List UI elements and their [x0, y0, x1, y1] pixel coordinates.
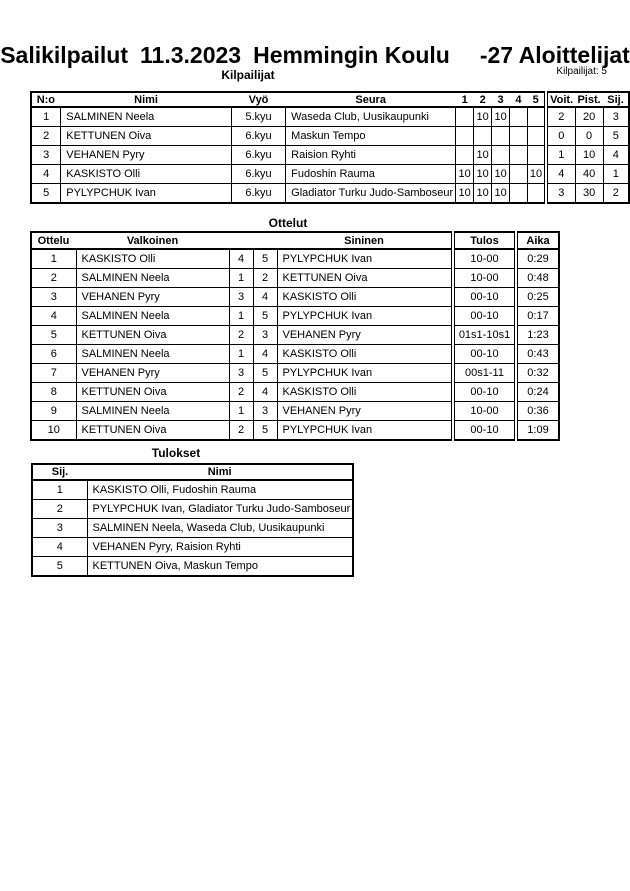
round-4-score	[510, 184, 528, 204]
round-1-score	[456, 127, 474, 146]
competitor-row	[31, 165, 629, 184]
title-category: -27 Aloittelijat	[479, 42, 630, 68]
competitor-points: 10	[575, 146, 603, 165]
match-number: 3	[31, 288, 76, 307]
round-4-score	[510, 127, 528, 146]
competitor-name: SALMINEN Neela	[61, 107, 232, 127]
col-header-number: N:o	[31, 92, 61, 107]
match-result: 01s1-10s1	[453, 326, 516, 345]
competitor-number: 2	[31, 127, 61, 146]
col-header-wins: Voit.	[546, 92, 575, 107]
white-competitor-number: 2	[229, 421, 253, 441]
match-row	[31, 307, 559, 326]
blue-competitor-name: KASKISTO Olli	[277, 288, 453, 307]
competitor-wins: 0	[546, 127, 575, 146]
col-header-round-3: 3	[492, 92, 510, 107]
round-5-score	[527, 146, 546, 165]
white-competitor-name: VEHANEN Pyry	[76, 288, 229, 307]
blue-competitor-number: 3	[253, 402, 277, 421]
competitor-points: 30	[575, 184, 603, 204]
white-competitor-name: KASKISTO Olli	[76, 249, 229, 269]
col-header-points: Pist.	[575, 92, 603, 107]
competitor-wins: 1	[546, 146, 575, 165]
col-header-club: Seura	[286, 92, 456, 107]
match-time: 0:32	[516, 364, 559, 383]
result-row	[32, 480, 353, 500]
competitor-club	[286, 184, 456, 204]
match-row	[31, 269, 559, 288]
result-place: 2	[32, 500, 87, 519]
result-row	[32, 519, 353, 538]
match-time: 1:23	[516, 326, 559, 345]
competitor-name: VEHANEN Pyry	[61, 146, 232, 165]
round-1-score: 10	[456, 165, 474, 184]
result-name-text: SALMINEN Neela, Waseda Club, Uusikaupunki	[92, 522, 325, 534]
competitor-wins: 2	[546, 107, 575, 127]
white-competitor-number: 3	[229, 288, 253, 307]
col-header-round-5: 5	[527, 92, 546, 107]
page-title	[0, 42, 630, 69]
white-competitor-name: SALMINEN Neela	[76, 269, 229, 288]
competitor-row	[31, 146, 629, 165]
col-header-result: Tulos	[453, 232, 516, 249]
competitor-club-text: Maskun Tempo	[291, 130, 366, 142]
white-competitor-name: SALMINEN Neela	[76, 345, 229, 364]
blue-competitor-name: PYLYPCHUK Ivan	[277, 249, 453, 269]
blue-competitor-number: 5	[253, 364, 277, 383]
match-result: 10-00	[453, 402, 516, 421]
white-competitor-name: KETTUNEN Oiva	[76, 383, 229, 402]
white-competitor-number: 1	[229, 269, 253, 288]
competitor-place: 1	[603, 165, 629, 184]
competitor-count-label: Kilpailijat: 5	[556, 66, 607, 77]
match-number: 8	[31, 383, 76, 402]
match-result: 00-10	[453, 383, 516, 402]
match-result: 10-00	[453, 249, 516, 269]
match-number: 7	[31, 364, 76, 383]
blue-competitor-number: 4	[253, 383, 277, 402]
match-result: 00s1-11	[453, 364, 516, 383]
matches-grid	[30, 231, 560, 441]
round-1-score	[456, 146, 474, 165]
section-title-competitors: Kilpailijat	[221, 68, 275, 82]
blue-competitor-number: 5	[253, 249, 277, 269]
col-header-blue-number	[253, 232, 277, 249]
competitors-header-row	[31, 92, 629, 107]
col-header-white-number	[229, 232, 253, 249]
col-header-match-number: Ottelu	[31, 232, 76, 249]
result-row	[32, 538, 353, 557]
match-number: 4	[31, 307, 76, 326]
match-row	[31, 249, 559, 269]
result-name	[87, 519, 353, 538]
section-title-matches: Ottelut	[268, 216, 308, 230]
round-3-score: 10	[492, 165, 510, 184]
competitor-belt: 6.kyu	[231, 127, 285, 146]
blue-competitor-number: 3	[253, 326, 277, 345]
result-name-text: KETTUNEN Oiva, Maskun Tempo	[92, 560, 258, 572]
competitor-points: 40	[575, 165, 603, 184]
results-header-row	[32, 464, 353, 480]
round-5-score	[527, 184, 546, 204]
col-header-round-4: 4	[510, 92, 528, 107]
match-time: 0:48	[516, 269, 559, 288]
col-header-round-2: 2	[474, 92, 492, 107]
competitor-club-text: Raision Ryhti	[291, 149, 356, 161]
result-name-text: KASKISTO Olli, Fudoshin Rauma	[92, 484, 257, 496]
result-name	[87, 557, 353, 577]
blue-competitor-number: 5	[253, 307, 277, 326]
white-competitor-name: KETTUNEN Oiva	[76, 326, 229, 345]
round-2-score	[474, 127, 492, 146]
competitor-club	[286, 107, 456, 127]
competitor-belt: 6.kyu	[231, 146, 285, 165]
col-header-name: Nimi	[61, 92, 232, 107]
round-4-score	[510, 146, 528, 165]
result-row	[32, 500, 353, 519]
blue-competitor-name: PYLYPCHUK Ivan	[277, 307, 453, 326]
competitor-name: KASKISTO Olli	[61, 165, 232, 184]
competitor-row	[31, 127, 629, 146]
competitor-number: 3	[31, 146, 61, 165]
match-row	[31, 345, 559, 364]
white-competitor-name: VEHANEN Pyry	[76, 364, 229, 383]
blue-competitor-name: PYLYPCHUK Ivan	[277, 364, 453, 383]
white-competitor-name: SALMINEN Neela	[76, 402, 229, 421]
result-name	[87, 480, 353, 500]
match-result: 10-00	[453, 269, 516, 288]
competitor-place: 4	[603, 146, 629, 165]
round-1-score: 10	[456, 184, 474, 204]
white-competitor-number: 1	[229, 307, 253, 326]
competitor-belt: 6.kyu	[231, 165, 285, 184]
blue-competitor-name: KETTUNEN Oiva	[277, 269, 453, 288]
result-name	[87, 538, 353, 557]
match-row	[31, 402, 559, 421]
blue-competitor-name: KASKISTO Olli	[277, 345, 453, 364]
blue-competitor-number: 4	[253, 345, 277, 364]
round-2-score: 10	[474, 184, 492, 204]
blue-competitor-name: VEHANEN Pyry	[277, 402, 453, 421]
competitors-table	[30, 91, 630, 204]
match-number: 6	[31, 345, 76, 364]
result-name	[87, 500, 353, 519]
result-name-text: VEHANEN Pyry, Raision Ryhti	[92, 541, 241, 553]
match-row	[31, 326, 559, 345]
round-2-score: 10	[474, 107, 492, 127]
blue-competitor-number: 5	[253, 421, 277, 441]
col-header-name: Nimi	[87, 464, 353, 480]
round-2-score: 10	[474, 146, 492, 165]
blue-competitor-number: 2	[253, 269, 277, 288]
match-time: 0:29	[516, 249, 559, 269]
competitor-place: 2	[603, 184, 629, 204]
round-5-score	[527, 107, 546, 127]
round-2-score: 10	[474, 165, 492, 184]
competitor-club-text: Fudoshin Rauma	[291, 168, 375, 180]
match-number: 9	[31, 402, 76, 421]
blue-competitor-name: VEHANEN Pyry	[277, 326, 453, 345]
match-number: 10	[31, 421, 76, 441]
match-row	[31, 383, 559, 402]
competitor-club	[286, 165, 456, 184]
match-time: 0:24	[516, 383, 559, 402]
result-place: 1	[32, 480, 87, 500]
round-1-score	[456, 107, 474, 127]
col-header-place: Sij.	[603, 92, 629, 107]
result-place: 5	[32, 557, 87, 577]
competitor-wins: 4	[546, 165, 575, 184]
competitor-number: 5	[31, 184, 61, 204]
round-3-score: 10	[492, 107, 510, 127]
match-result: 00-10	[453, 421, 516, 441]
col-header-belt: Vyö	[231, 92, 285, 107]
competitor-number: 1	[31, 107, 61, 127]
match-number: 2	[31, 269, 76, 288]
competitor-belt: 6.kyu	[231, 184, 285, 204]
col-header-white: Valkoinen	[76, 232, 229, 249]
match-time: 0:36	[516, 402, 559, 421]
white-competitor-name: KETTUNEN Oiva	[76, 421, 229, 441]
blue-competitor-name: KASKISTO Olli	[277, 383, 453, 402]
competitor-points: 20	[575, 107, 603, 127]
results-table	[31, 463, 354, 577]
competitor-name: PYLYPCHUK Ivan	[61, 184, 232, 204]
white-competitor-name: SALMINEN Neela	[76, 307, 229, 326]
results-grid	[31, 463, 354, 577]
match-result: 00-10	[453, 345, 516, 364]
match-number: 5	[31, 326, 76, 345]
col-header-round-1: 1	[456, 92, 474, 107]
white-competitor-number: 4	[229, 249, 253, 269]
match-result: 00-10	[453, 307, 516, 326]
title-date: 11.3.2023	[140, 42, 242, 68]
competitors-grid	[30, 91, 630, 204]
col-header-blue: Sininen	[277, 232, 453, 249]
result-place: 3	[32, 519, 87, 538]
competitor-row	[31, 107, 629, 127]
match-time: 0:43	[516, 345, 559, 364]
round-4-score	[510, 107, 528, 127]
white-competitor-number: 1	[229, 345, 253, 364]
competitor-club	[286, 146, 456, 165]
match-row	[31, 421, 559, 441]
competitor-points: 0	[575, 127, 603, 146]
matches-table	[30, 231, 560, 441]
competitor-club-text: Waseda Club, Uusikaupunki	[291, 111, 429, 123]
white-competitor-number: 2	[229, 326, 253, 345]
match-row	[31, 364, 559, 383]
blue-competitor-number: 4	[253, 288, 277, 307]
round-3-score	[492, 146, 510, 165]
competitor-club-text: Gladiator Turku Judo-Samboseur	[291, 187, 454, 199]
round-4-score	[510, 165, 528, 184]
competitor-place: 5	[603, 127, 629, 146]
white-competitor-number: 1	[229, 402, 253, 421]
competitor-place: 3	[603, 107, 629, 127]
competitor-wins: 3	[546, 184, 575, 204]
competitor-name: KETTUNEN Oiva	[61, 127, 232, 146]
match-time: 0:17	[516, 307, 559, 326]
competitor-number: 4	[31, 165, 61, 184]
round-3-score	[492, 127, 510, 146]
round-5-score: 10	[527, 165, 546, 184]
result-place: 4	[32, 538, 87, 557]
competitor-row	[31, 184, 629, 204]
title-event: Salikilpailut	[0, 42, 129, 68]
result-row	[32, 557, 353, 577]
matches-header-row	[31, 232, 559, 249]
white-competitor-number: 2	[229, 383, 253, 402]
competitor-belt: 5.kyu	[231, 107, 285, 127]
white-competitor-number: 3	[229, 364, 253, 383]
section-title-results: Tulokset	[151, 446, 201, 460]
match-time: 1:09	[516, 421, 559, 441]
title-venue: Hemmingin Koulu	[253, 42, 450, 68]
competitor-club	[286, 127, 456, 146]
round-5-score	[527, 127, 546, 146]
match-number: 1	[31, 249, 76, 269]
match-row	[31, 288, 559, 307]
match-time: 0:25	[516, 288, 559, 307]
blue-competitor-name: PYLYPCHUK Ivan	[277, 421, 453, 441]
match-result: 00-10	[453, 288, 516, 307]
col-header-time: Aika	[516, 232, 559, 249]
col-header-place: Sij.	[32, 464, 87, 480]
result-name-text: PYLYPCHUK Ivan, Gladiator Turku Judo-Samboseur	[92, 503, 351, 515]
round-3-score: 10	[492, 184, 510, 204]
